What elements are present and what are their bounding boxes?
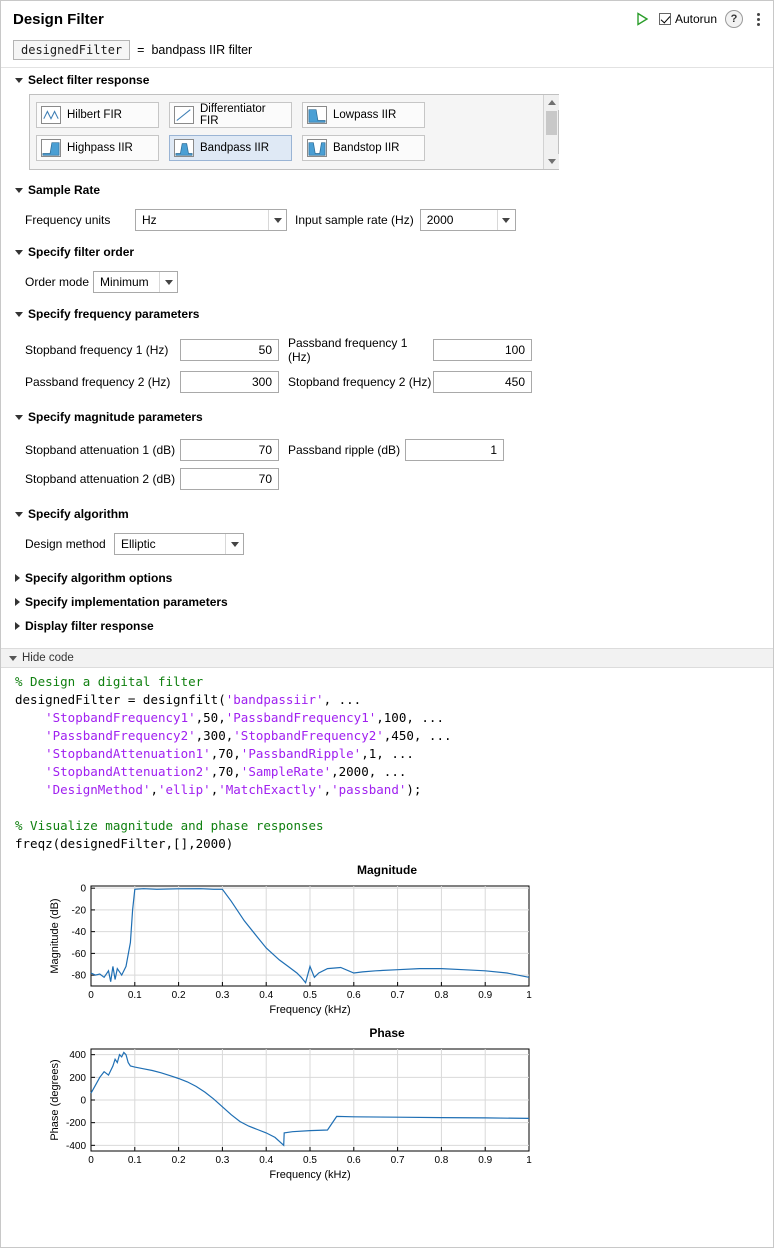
gallery-item-label: Lowpass IIR <box>333 109 397 121</box>
svg-text:0: 0 <box>88 990 94 1001</box>
scrollbar-thumb[interactable] <box>546 111 557 135</box>
svg-text:0.9: 0.9 <box>478 1155 493 1166</box>
magnitude-row-2 <box>1 468 773 490</box>
chevron-down-icon <box>9 656 17 661</box>
svg-text:Magnitude (dB): Magnitude (dB) <box>49 898 61 974</box>
section-header-filter-response[interactable] <box>1 68 773 92</box>
section-header-magnitude-parameters[interactable] <box>1 405 773 429</box>
design-method-value: Elliptic <box>121 537 156 551</box>
section-header-sample-rate[interactable] <box>1 178 773 202</box>
stopband-attenuation-2-input[interactable]: 70 <box>180 468 279 490</box>
gallery-item-label: Bandpass IIR <box>200 142 270 154</box>
section-header-algorithm-options[interactable] <box>1 566 773 590</box>
section-header-implementation-parameters[interactable] <box>1 590 773 614</box>
section-title-display-filter-response: Display filter response <box>25 619 154 633</box>
phase-plot <box>1 1041 773 1189</box>
svg-text:0.7: 0.7 <box>390 990 405 1001</box>
svg-text:0.4: 0.4 <box>259 1155 274 1166</box>
passband-frequency-1-label: Passband frequency 1 (Hz) <box>288 336 408 364</box>
chevron-down-icon <box>15 512 23 517</box>
chevron-down-icon <box>15 188 23 193</box>
svg-text:-20: -20 <box>71 905 86 917</box>
section-header-filter-order[interactable] <box>1 240 773 264</box>
passband-ripple-input[interactable]: 1 <box>405 439 504 461</box>
chevron-down-icon <box>15 415 23 420</box>
panel-body <box>1 67 773 1247</box>
section-title-frequency-parameters: Specify frequency parameters <box>28 307 200 321</box>
svg-text:0.1: 0.1 <box>127 990 142 1001</box>
filter-response-gallery <box>29 94 559 170</box>
gallery-item-highpass-iir[interactable] <box>36 135 159 161</box>
stopband-frequency-1-input[interactable]: 50 <box>180 339 279 361</box>
chevron-down-icon[interactable] <box>268 210 286 230</box>
equals-sign: = <box>137 43 145 57</box>
summary-row <box>1 37 773 63</box>
chevron-right-icon <box>15 622 20 630</box>
filter-description: bandpass IIR filter <box>151 43 253 57</box>
order-mode-value: Minimum <box>100 275 149 289</box>
section-title-sample-rate: Sample Rate <box>28 183 101 197</box>
svg-text:0.8: 0.8 <box>434 1155 449 1166</box>
svg-text:1: 1 <box>526 1155 532 1166</box>
order-mode-row <box>1 271 773 293</box>
gallery-item-label: Bandstop IIR <box>333 142 400 154</box>
gallery-item-differentiator-fir[interactable] <box>169 102 292 128</box>
magnitude-row-1 <box>1 439 773 461</box>
title-actions <box>633 10 765 28</box>
svg-text:-400: -400 <box>65 1140 86 1152</box>
magnitude-plot-title: Magnitude <box>357 863 417 877</box>
svg-text:Frequency (kHz): Frequency (kHz) <box>269 1169 351 1181</box>
order-mode-select[interactable] <box>93 271 178 293</box>
order-mode-label: Order mode <box>25 275 90 289</box>
chevron-right-icon <box>15 598 20 606</box>
svg-text:0.3: 0.3 <box>215 1155 230 1166</box>
stopband-frequency-2-input[interactable]: 450 <box>433 371 532 393</box>
page-title: Design Filter <box>13 10 104 28</box>
svg-text:1: 1 <box>526 990 532 1001</box>
svg-text:0.6: 0.6 <box>346 990 361 1001</box>
svg-text:0.4: 0.4 <box>259 990 274 1001</box>
svg-text:0.2: 0.2 <box>171 990 186 1001</box>
stopband-frequency-1-label: Stopband frequency 1 (Hz) <box>25 343 169 357</box>
variable-name-field[interactable]: designedFilter <box>13 40 130 60</box>
svg-text:0.2: 0.2 <box>171 1155 186 1166</box>
stopband-frequency-2-label: Stopband frequency 2 (Hz) <box>288 375 432 389</box>
svg-text:0.7: 0.7 <box>390 1155 405 1166</box>
svg-text:0.5: 0.5 <box>303 990 317 1001</box>
frequency-units-label: Frequency units <box>25 213 111 227</box>
design-method-label: Design method <box>25 537 106 551</box>
stopband-attenuation-1-label: Stopband attenuation 1 (dB) <box>25 443 176 457</box>
stopband-attenuation-2-label: Stopband attenuation 2 (dB) <box>25 472 176 486</box>
gallery-item-bandpass-iir[interactable] <box>169 135 292 161</box>
svg-text:400: 400 <box>69 1050 86 1062</box>
differentiator-fir-icon <box>174 106 194 124</box>
phase-plot-title: Phase <box>369 1026 405 1040</box>
chevron-down-icon <box>15 250 23 255</box>
autorun-label: Autorun <box>674 12 717 26</box>
section-title-algorithm: Specify algorithm <box>28 507 129 521</box>
gallery-item-label: Differentiator FIR <box>200 103 266 127</box>
section-title-magnitude-parameters: Specify magnitude parameters <box>28 410 203 424</box>
more-options-icon[interactable] <box>751 10 765 28</box>
sample-rate-row <box>1 209 773 231</box>
gallery-item-lowpass-iir[interactable] <box>302 102 425 128</box>
frequency-units-select[interactable] <box>135 209 287 231</box>
chevron-down-icon[interactable] <box>225 534 243 554</box>
input-sample-rate-input[interactable] <box>420 209 516 231</box>
chevron-down-icon[interactable] <box>497 210 515 230</box>
hilbert-fir-icon <box>41 106 61 124</box>
passband-frequency-2-label: Passband frequency 2 (Hz) <box>25 375 171 389</box>
frequency-row-2 <box>1 371 773 393</box>
svg-text:0.1: 0.1 <box>127 1155 142 1166</box>
design-method-row <box>1 533 773 555</box>
gallery-item-label: Highpass IIR <box>67 142 133 154</box>
gallery-scrollbar[interactable] <box>543 95 558 169</box>
passband-frequency-2-input[interactable]: 300 <box>180 371 279 393</box>
autorun-toggle[interactable] <box>659 12 717 26</box>
svg-text:0.5: 0.5 <box>303 1155 317 1166</box>
svg-text:0.8: 0.8 <box>434 990 449 1001</box>
section-title-algorithm-options: Specify algorithm options <box>25 571 173 585</box>
svg-text:0: 0 <box>80 883 86 895</box>
hide-code-label: Hide code <box>22 652 74 664</box>
bandstop-iir-icon <box>307 139 327 157</box>
bandpass-iir-icon <box>174 139 194 157</box>
svg-text:0.6: 0.6 <box>346 1155 361 1166</box>
svg-text:0.3: 0.3 <box>215 990 230 1001</box>
chevron-down-icon <box>15 312 23 317</box>
frequency-units-value: Hz <box>142 213 157 227</box>
svg-text:-80: -80 <box>71 970 86 982</box>
generated-code: % Design a digital filter designedFilter = designfilt('bandpassiir', ... 'StopbandFrequency1',50,'PassbandFrequency1',100, ... 'PassbandFrequency2',300,'StopbandFrequency2',450, ... 'StopbandAttenuation1',70,'PassbandRipple',1, ... 'StopbandAttenuation2',70,'SampleRate',2000, ... 'DesignMethod','ellip','MatchExactly','passband'); % Visualize magnitude and phase responses freqz(designedFilter,[],2000) <box>15 674 452 851</box>
gallery-item-bandstop-iir[interactable] <box>302 135 425 161</box>
run-icon[interactable] <box>633 10 651 28</box>
chevron-down-icon <box>15 78 23 83</box>
gallery-item-hilbert-fir[interactable] <box>36 102 159 128</box>
svg-text:Phase (degrees): Phase (degrees) <box>49 1059 61 1141</box>
response-plots <box>1 859 773 1189</box>
section-title-implementation-parameters: Specify implementation parameters <box>25 595 228 609</box>
highpass-iir-icon <box>41 139 61 157</box>
lowpass-iir-icon <box>307 106 327 124</box>
frequency-row-1 <box>1 336 773 364</box>
svg-text:-200: -200 <box>65 1118 86 1130</box>
section-header-algorithm[interactable] <box>1 502 773 526</box>
gallery-item-label: Hilbert FIR <box>67 109 122 121</box>
title-bar <box>1 1 773 37</box>
scroll-up-icon[interactable] <box>544 95 559 110</box>
section-title-filter-order: Specify filter order <box>28 245 135 259</box>
svg-text:-40: -40 <box>71 927 86 939</box>
section-title-filter-response: Select filter response <box>28 73 150 87</box>
magnitude-plot <box>1 878 773 1023</box>
svg-text:0.9: 0.9 <box>478 990 493 1001</box>
help-icon[interactable]: ? <box>725 10 743 28</box>
svg-text:200: 200 <box>69 1072 86 1084</box>
passband-frequency-1-input[interactable]: 100 <box>433 339 532 361</box>
svg-text:-60: -60 <box>71 948 86 960</box>
design-method-select[interactable] <box>114 533 244 555</box>
stopband-attenuation-1-input[interactable]: 70 <box>180 439 279 461</box>
input-sample-rate-label: Input sample rate (Hz) <box>295 213 414 227</box>
input-sample-rate-value: 2000 <box>426 213 454 227</box>
svg-text:0: 0 <box>88 1155 94 1166</box>
passband-ripple-label: Passband ripple (dB) <box>288 443 401 457</box>
hide-code-toggle[interactable] <box>1 648 773 668</box>
chevron-right-icon <box>15 574 20 582</box>
scroll-down-icon[interactable] <box>544 154 559 169</box>
section-header-display-filter-response[interactable] <box>1 614 773 638</box>
chevron-down-icon[interactable] <box>159 272 177 292</box>
section-header-frequency-parameters[interactable] <box>1 302 773 326</box>
autorun-checkbox[interactable] <box>659 13 671 25</box>
svg-text:0: 0 <box>80 1095 86 1107</box>
svg-text:Frequency (kHz): Frequency (kHz) <box>269 1004 351 1016</box>
